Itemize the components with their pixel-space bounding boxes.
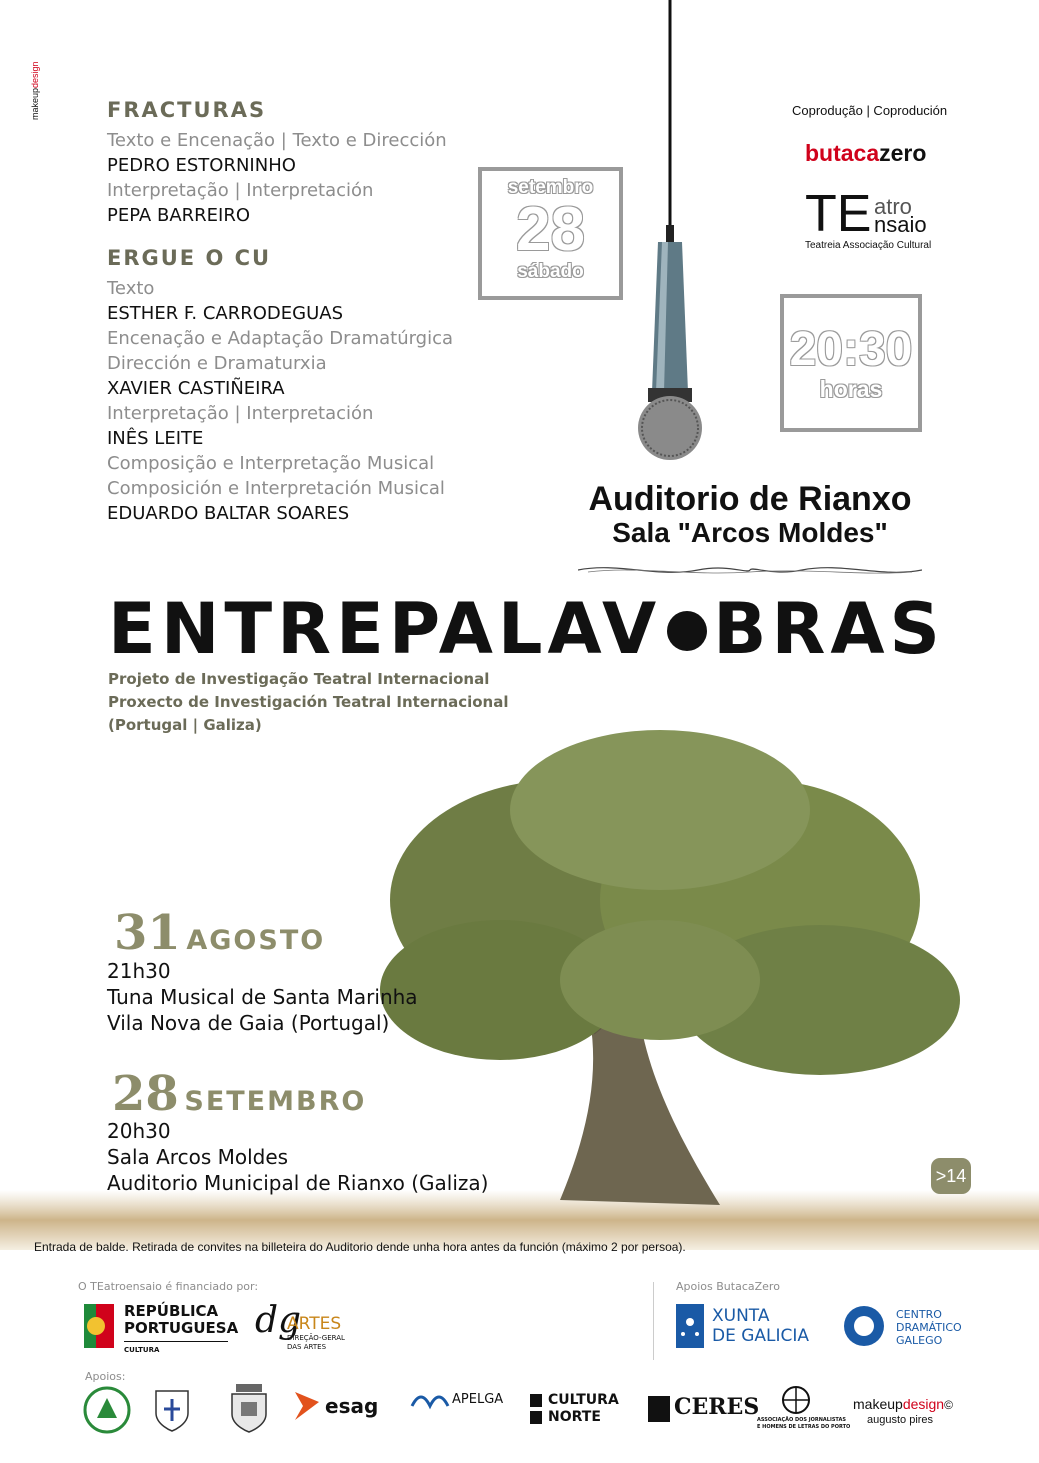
jornalistas-2: E HOMENS DE LETRAS DO PORTO bbox=[757, 1424, 851, 1430]
show2-name4: EDUARDO BALTAR SOARES bbox=[107, 503, 350, 524]
date-box bbox=[478, 167, 623, 300]
cdg-3: GALEGO bbox=[896, 1334, 943, 1347]
ceres-mark-icon bbox=[648, 1396, 670, 1422]
event1-day: 31 bbox=[114, 905, 181, 961]
event1-month: AGOSTO bbox=[186, 925, 326, 956]
esag-text: esag bbox=[325, 1394, 379, 1418]
main-title bbox=[108, 588, 945, 670]
venue-line2: Sala "Arcos Moldes" bbox=[612, 517, 888, 548]
republica-2: PORTUGUESA bbox=[124, 1319, 239, 1337]
coproduction-label: Coprodução | Coprodución bbox=[792, 103, 948, 118]
age-rating-badge: >14 bbox=[931, 1158, 971, 1194]
show1-role1: Texto e Encenação | Texto e Dirección bbox=[107, 130, 447, 151]
republica-logo bbox=[84, 1300, 239, 1360]
title-dot bbox=[667, 611, 707, 651]
event2-details bbox=[107, 1118, 488, 1196]
teatroensaio-te: TE bbox=[805, 185, 872, 243]
dgartes-sub2: DAS ARTES bbox=[287, 1343, 327, 1351]
project-line3: (Portugal | Galiza) bbox=[108, 716, 262, 734]
apelga-wave-icon bbox=[410, 1392, 450, 1410]
cdg-1: CENTRO bbox=[896, 1308, 942, 1321]
dr-mark-icon bbox=[528, 1392, 544, 1426]
show2-role1: Texto bbox=[107, 278, 155, 299]
show1-name2: PEPA BARREIRO bbox=[107, 205, 250, 226]
event1-time: 21h30 bbox=[107, 959, 171, 983]
makeup-c: © bbox=[944, 1398, 953, 1412]
butacazero-a: butaca bbox=[805, 140, 880, 166]
show2-role4a: Composição e Interpretação Musical bbox=[107, 453, 435, 474]
event2-month: SETEMBRO bbox=[184, 1086, 367, 1117]
republica-3: CULTURA bbox=[124, 1346, 160, 1354]
show2-role2a: Encenação e Adaptação Dramatúrgica bbox=[107, 328, 454, 349]
municipal-crest-icon bbox=[226, 1382, 272, 1436]
main-title-left: ENTREPALAV bbox=[108, 588, 662, 670]
cultura-norte-logo bbox=[528, 1392, 628, 1432]
galicia-shield-icon bbox=[676, 1304, 704, 1348]
music-band-emblem-icon bbox=[82, 1385, 132, 1435]
makeup-a: makeup bbox=[853, 1396, 903, 1412]
jornalistas-1: ASSOCIAÇÃO DOS JORNALISTAS bbox=[757, 1417, 846, 1423]
venue bbox=[520, 480, 980, 548]
teatroensaio-nsaio: nsaio bbox=[874, 212, 927, 237]
brand-vertical-pre: makeup bbox=[30, 87, 40, 120]
teatroensaio-sub: Teatreia Associação Cultural bbox=[805, 240, 932, 251]
cdg-emblem-icon bbox=[838, 1304, 894, 1348]
dgartes-a: dg bbox=[255, 1300, 302, 1341]
project-line1: Projeto de Investigação Teatral Internacional bbox=[108, 670, 490, 688]
teatroensaio-logo bbox=[805, 185, 945, 252]
makeup-sub: augusto pires bbox=[867, 1414, 934, 1426]
show2-role4b: Composición e Interpretación Musical bbox=[107, 478, 445, 499]
time-value: 20:30 bbox=[789, 323, 913, 376]
event2-day: 28 bbox=[112, 1066, 179, 1122]
jornalistas-logo bbox=[757, 1385, 851, 1435]
esag-mark-icon bbox=[293, 1390, 321, 1422]
date-month: setembro bbox=[507, 177, 594, 198]
esag-logo bbox=[293, 1390, 383, 1430]
ornament-divider bbox=[578, 560, 922, 580]
teatroensaio-atro: atro bbox=[874, 194, 912, 219]
credits bbox=[107, 98, 487, 526]
show2-role2b: Dirección e Dramaturxia bbox=[107, 353, 327, 374]
event1-place1: Tuna Musical de Santa Marinha bbox=[107, 985, 418, 1009]
date-weekday: sábado bbox=[517, 261, 584, 282]
event2-date bbox=[112, 1066, 366, 1122]
project-line2: Proxecto de Investigación Teatral Internacional bbox=[108, 693, 509, 711]
time-box bbox=[780, 294, 922, 432]
apoios-label: Apoios: bbox=[85, 1370, 126, 1383]
cdg-2: DRAMÁTICO bbox=[896, 1321, 962, 1334]
dgartes-sub1: DIREÇÃO-GERAL bbox=[287, 1334, 345, 1342]
butacazero-b: zero bbox=[879, 140, 927, 166]
apelga-logo bbox=[410, 1390, 510, 1430]
portugal-shield-icon bbox=[84, 1304, 114, 1348]
show2-name2: XAVIER CASTIÑEIRA bbox=[107, 378, 285, 399]
event1-details bbox=[107, 958, 418, 1036]
event1-place2: Vila Nova de Gaia (Portugal) bbox=[107, 1011, 390, 1035]
apoios-butaca-label: Apoios ButacaZero bbox=[676, 1280, 780, 1293]
show1-title: FRACTURAS bbox=[107, 98, 267, 122]
date-day: 28 bbox=[516, 195, 585, 264]
republica-1: REPÚBLICA bbox=[124, 1302, 219, 1320]
venue-line1: Auditorio de Rianxo bbox=[588, 480, 912, 518]
ceres-text: CERES bbox=[674, 1394, 760, 1420]
brand-vertical bbox=[30, 50, 40, 120]
xunta-logo bbox=[676, 1302, 826, 1352]
main-title-right: BRAS bbox=[713, 588, 945, 670]
show2-role3: Interpretação | Interpretación bbox=[107, 403, 374, 424]
time-unit: horas bbox=[819, 376, 883, 402]
cultura-2: NORTE bbox=[548, 1409, 601, 1425]
show2-name1: ESTHER F. CARRODEGUAS bbox=[107, 303, 343, 324]
show2-name3: INÊS LEITE bbox=[107, 428, 204, 449]
event2-place2: Auditorio Municipal de Rianxo (Galiza) bbox=[107, 1171, 489, 1195]
show1-name1: PEDRO ESTORNINHO bbox=[107, 155, 296, 176]
apelga-text: APELGA bbox=[452, 1392, 504, 1407]
parish-crest-icon bbox=[152, 1385, 192, 1435]
makeup-b: design bbox=[902, 1396, 945, 1412]
footer-divider bbox=[653, 1282, 654, 1360]
show1-role2: Interpretação | Interpretación bbox=[107, 180, 374, 201]
dgartes-b: ARTES bbox=[287, 1314, 342, 1334]
ceres-logo bbox=[648, 1394, 760, 1428]
cultura-1: CULTURA bbox=[548, 1392, 619, 1408]
show2-title: ERGUE O CU bbox=[107, 246, 272, 270]
microphone-icon bbox=[630, 0, 710, 470]
funded-label: O TEatroensaio é financiado por: bbox=[78, 1280, 259, 1293]
xunta-2: DE GALICIA bbox=[712, 1326, 810, 1346]
cdg-logo bbox=[838, 1302, 978, 1352]
entry-note: Entrada de balde. Retirada de convites na billeteira do Auditorio dende unha hora antes da función (máximo 2 por persoa). bbox=[34, 1240, 686, 1254]
dgartes-logo bbox=[255, 1300, 365, 1360]
event2-time: 20h30 bbox=[107, 1119, 171, 1143]
brand-vertical-post: design bbox=[30, 61, 40, 88]
event1-date bbox=[114, 905, 325, 961]
makeupdesign-logo bbox=[853, 1396, 993, 1430]
globe-icon bbox=[777, 1385, 815, 1415]
event2-place1: Sala Arcos Moldes bbox=[107, 1145, 289, 1169]
xunta-1: XUNTA bbox=[712, 1306, 770, 1326]
butacazero-logo bbox=[805, 140, 926, 167]
